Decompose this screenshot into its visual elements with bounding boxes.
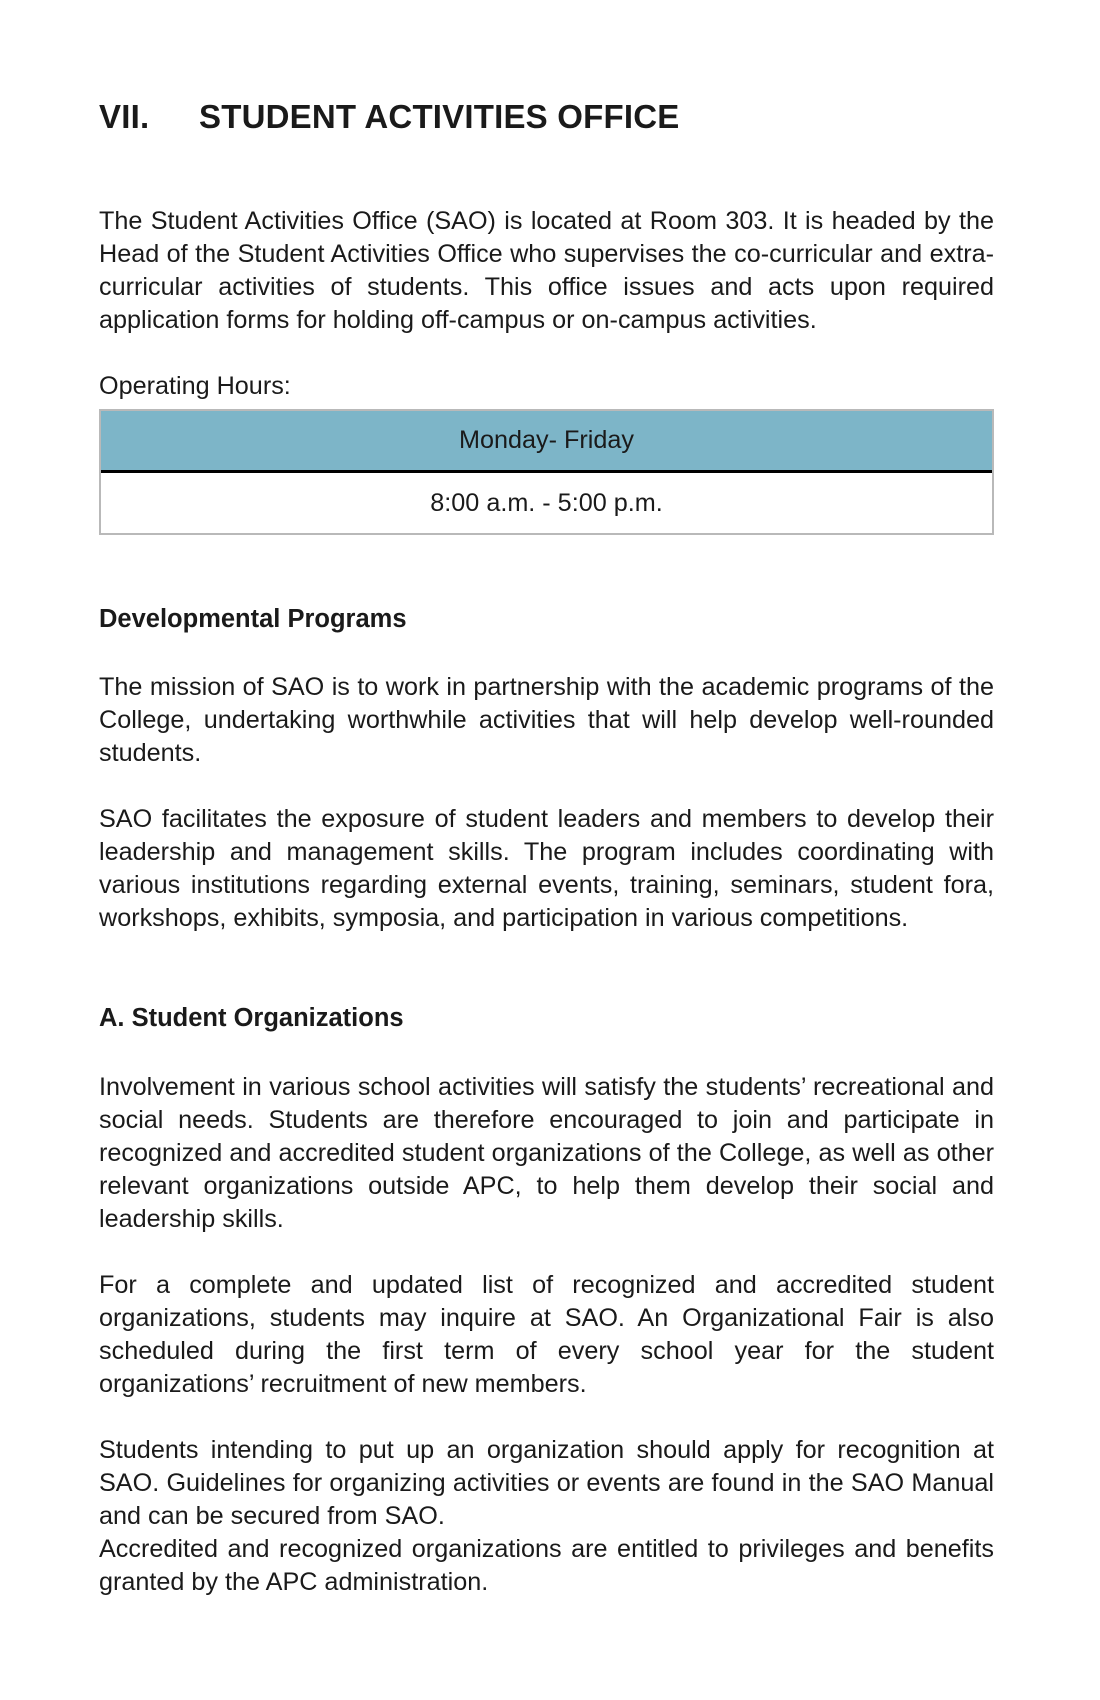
developmental-paragraph-2: SAO facilitates the exposure of student leaders and members to develop their leadership and management skills. The program includes coordinating with various institutions regarding external events, training, seminars, student fora, workshops, exhibits, symposia, and participation in various competitions. xyxy=(99,805,994,932)
organizations-paragraph-2: For a complete and updated list of recognized and accredited student organizations, students may inquire at SAO. An Organizational Fair is also scheduled during the first term of every school year for the student organizations’ recruitment of new members. xyxy=(99,1271,994,1398)
developmental-paragraph-1: The mission of SAO is to work in partnership with the academic programs of the College, undertaking worthwhile activities that will help develop well-rounded students. xyxy=(99,673,994,767)
hours-table-cell: 8:00 a.m. - 5:00 p.m. xyxy=(430,488,663,517)
organizations-paragraph-4: Accredited and recognized organizations are entitled to privileges and benefits granted by the APC administration. xyxy=(99,1535,994,1596)
section-number: VII. xyxy=(99,98,150,135)
section-title: STUDENT ACTIVITIES OFFICE xyxy=(199,98,680,135)
student-organizations-heading: A. Student Organizations xyxy=(99,1004,404,1032)
developmental-programs-heading: Developmental Programs xyxy=(99,605,407,633)
section-heading xyxy=(99,98,679,136)
intro-paragraph: The Student Activities Office (SAO) is located at Room 303. It is headed by the Head of the Student Activities Office who supervises the co-curricular and extra-curricular activities of students. This office issues and acts upon required application forms for holding off-campus or on-campus activities. xyxy=(99,207,994,334)
operating-hours-table xyxy=(99,409,994,535)
hours-table-header: Monday- Friday xyxy=(101,411,992,473)
organizations-paragraph-1: Involvement in various school activities will satisfy the students’ recreational and social needs. Students are therefore encouraged to join and participate in recognized and accredited student organizations of the College, as well as other relevant organizations outside APC, to help them develop their social and leadership skills. xyxy=(99,1073,994,1233)
organizations-paragraph-3: Students intending to put up an organization should apply for recognition at SAO. Guidelines for organizing activities or events are found in the SAO Manual and can be secured from SAO. xyxy=(99,1436,994,1530)
operating-hours-label: Operating Hours: xyxy=(99,372,291,400)
